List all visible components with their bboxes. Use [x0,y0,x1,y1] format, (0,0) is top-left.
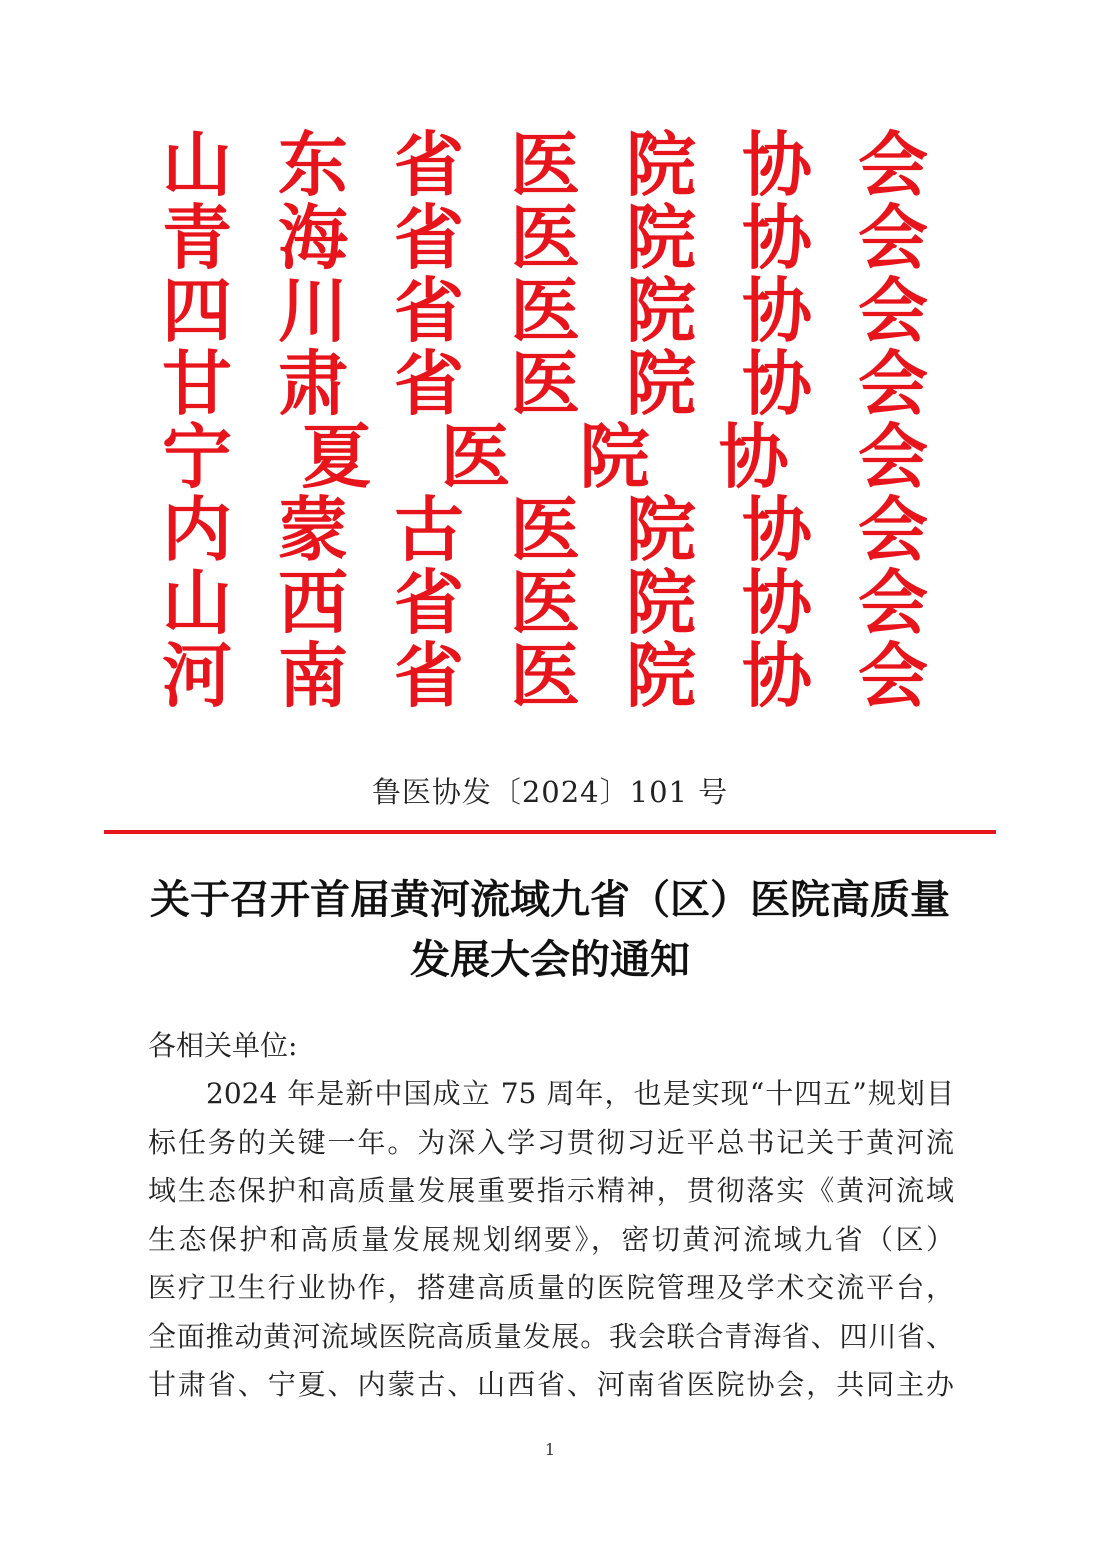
body-line: 全面推动黄河流域医院高质量发展。我会联合青海省、四川省、 [148,1319,954,1353]
issuer-char: 协 [718,415,789,498]
issuer-char: 内 [162,488,232,571]
issuer-row [162,415,928,498]
issuer-char: 医 [510,561,580,644]
issuer-char: 会 [858,196,928,279]
issuer-char: 甘 [162,342,232,425]
issuer-char: 省 [394,196,464,279]
issuer-char: 协 [742,196,812,279]
issuer-char: 山 [162,123,232,206]
body-line: 域生态保护和高质量发展重要指示精神，贯彻落实《黄河流域 [148,1174,954,1207]
issuer-char: 会 [858,123,928,206]
issuer-char: 协 [742,561,812,644]
issuer-char: 协 [742,488,812,571]
issuer-char: 会 [858,634,928,717]
issuer-char: 院 [626,342,696,425]
issuer-row [162,561,928,644]
issuer-char: 医 [510,196,580,279]
issuer-char: 青 [162,196,232,279]
page-number: 1 [544,1440,556,1459]
issuer-char: 肃 [278,342,348,425]
red-divider [104,830,996,834]
body-line: 2024 年是新中国成立 75 周年，也是实现“十四五”规划目 [206,1077,954,1110]
issuer-char: 省 [394,561,464,644]
issuer-char: 院 [626,488,696,571]
issuer-char: 省 [394,123,464,206]
issuer-row [162,488,928,571]
issuer-char: 古 [394,488,464,571]
body-line: 医疗卫生行业协作，搭建高质量的医院管理及学术交流平台， [148,1271,954,1304]
issuer-char: 会 [858,561,928,644]
issuer-char: 海 [278,196,348,279]
issuer-char: 会 [857,415,928,498]
issuer-char: 院 [626,561,696,644]
issuer-char: 院 [626,196,696,279]
issuer-char: 蒙 [278,488,348,571]
issuer-char: 宁 [162,415,232,498]
body-line: 甘肃省、宁夏、内蒙古、山西省、河南省医院协会，共同主办 [148,1368,954,1401]
issuer-row [162,269,928,352]
issuer-char: 西 [278,561,348,644]
issuer-row [162,634,928,717]
issuer-char: 南 [278,634,348,717]
document-number: 鲁医协发〔2024〕101 号 [371,775,729,809]
issuer-char: 东 [278,123,348,206]
issuer-char: 协 [742,342,812,425]
issuer-char: 院 [579,415,650,498]
issuer-char: 夏 [301,415,372,498]
issuer-char: 院 [626,634,696,717]
issuer-char: 协 [742,269,812,352]
issuer-char: 会 [858,488,928,571]
issuer-char: 院 [626,123,696,206]
issuer-header [162,123,928,717]
body-line: 标任务的关键一年。为深入学习贯彻习近平总书记关于黄河流 [148,1125,954,1159]
issuer-char: 协 [742,123,812,206]
title-line: 发展大会的通知 [410,936,690,983]
issuer-char: 医 [510,634,580,717]
issuer-char: 会 [858,269,928,352]
issuer-char: 四 [162,269,232,352]
salutation: 各相关单位: [148,1029,298,1062]
title-line: 关于召开首届黄河流域九省（区）医院高质量 [150,876,950,923]
issuer-char: 协 [742,634,812,717]
issuer-char: 医 [440,415,511,498]
document-title [110,870,990,990]
issuer-char: 医 [510,342,580,425]
body-line: 生态保护和高质量发展规划纲要》，密切黄河流域九省（区） [148,1222,954,1256]
body-paragraph [148,1070,954,1410]
issuer-row [162,196,928,279]
issuer-char: 医 [510,488,580,571]
issuer-row [162,342,928,425]
issuer-char: 医 [510,123,580,206]
issuer-char: 河 [162,634,232,717]
issuer-row [162,123,928,206]
issuer-char: 山 [162,561,232,644]
issuer-char: 省 [394,634,464,717]
issuer-char: 川 [278,269,348,352]
issuer-char: 省 [394,342,464,425]
issuer-char: 院 [626,269,696,352]
issuer-char: 会 [858,342,928,425]
issuer-char: 省 [394,269,464,352]
issuer-char: 医 [510,269,580,352]
